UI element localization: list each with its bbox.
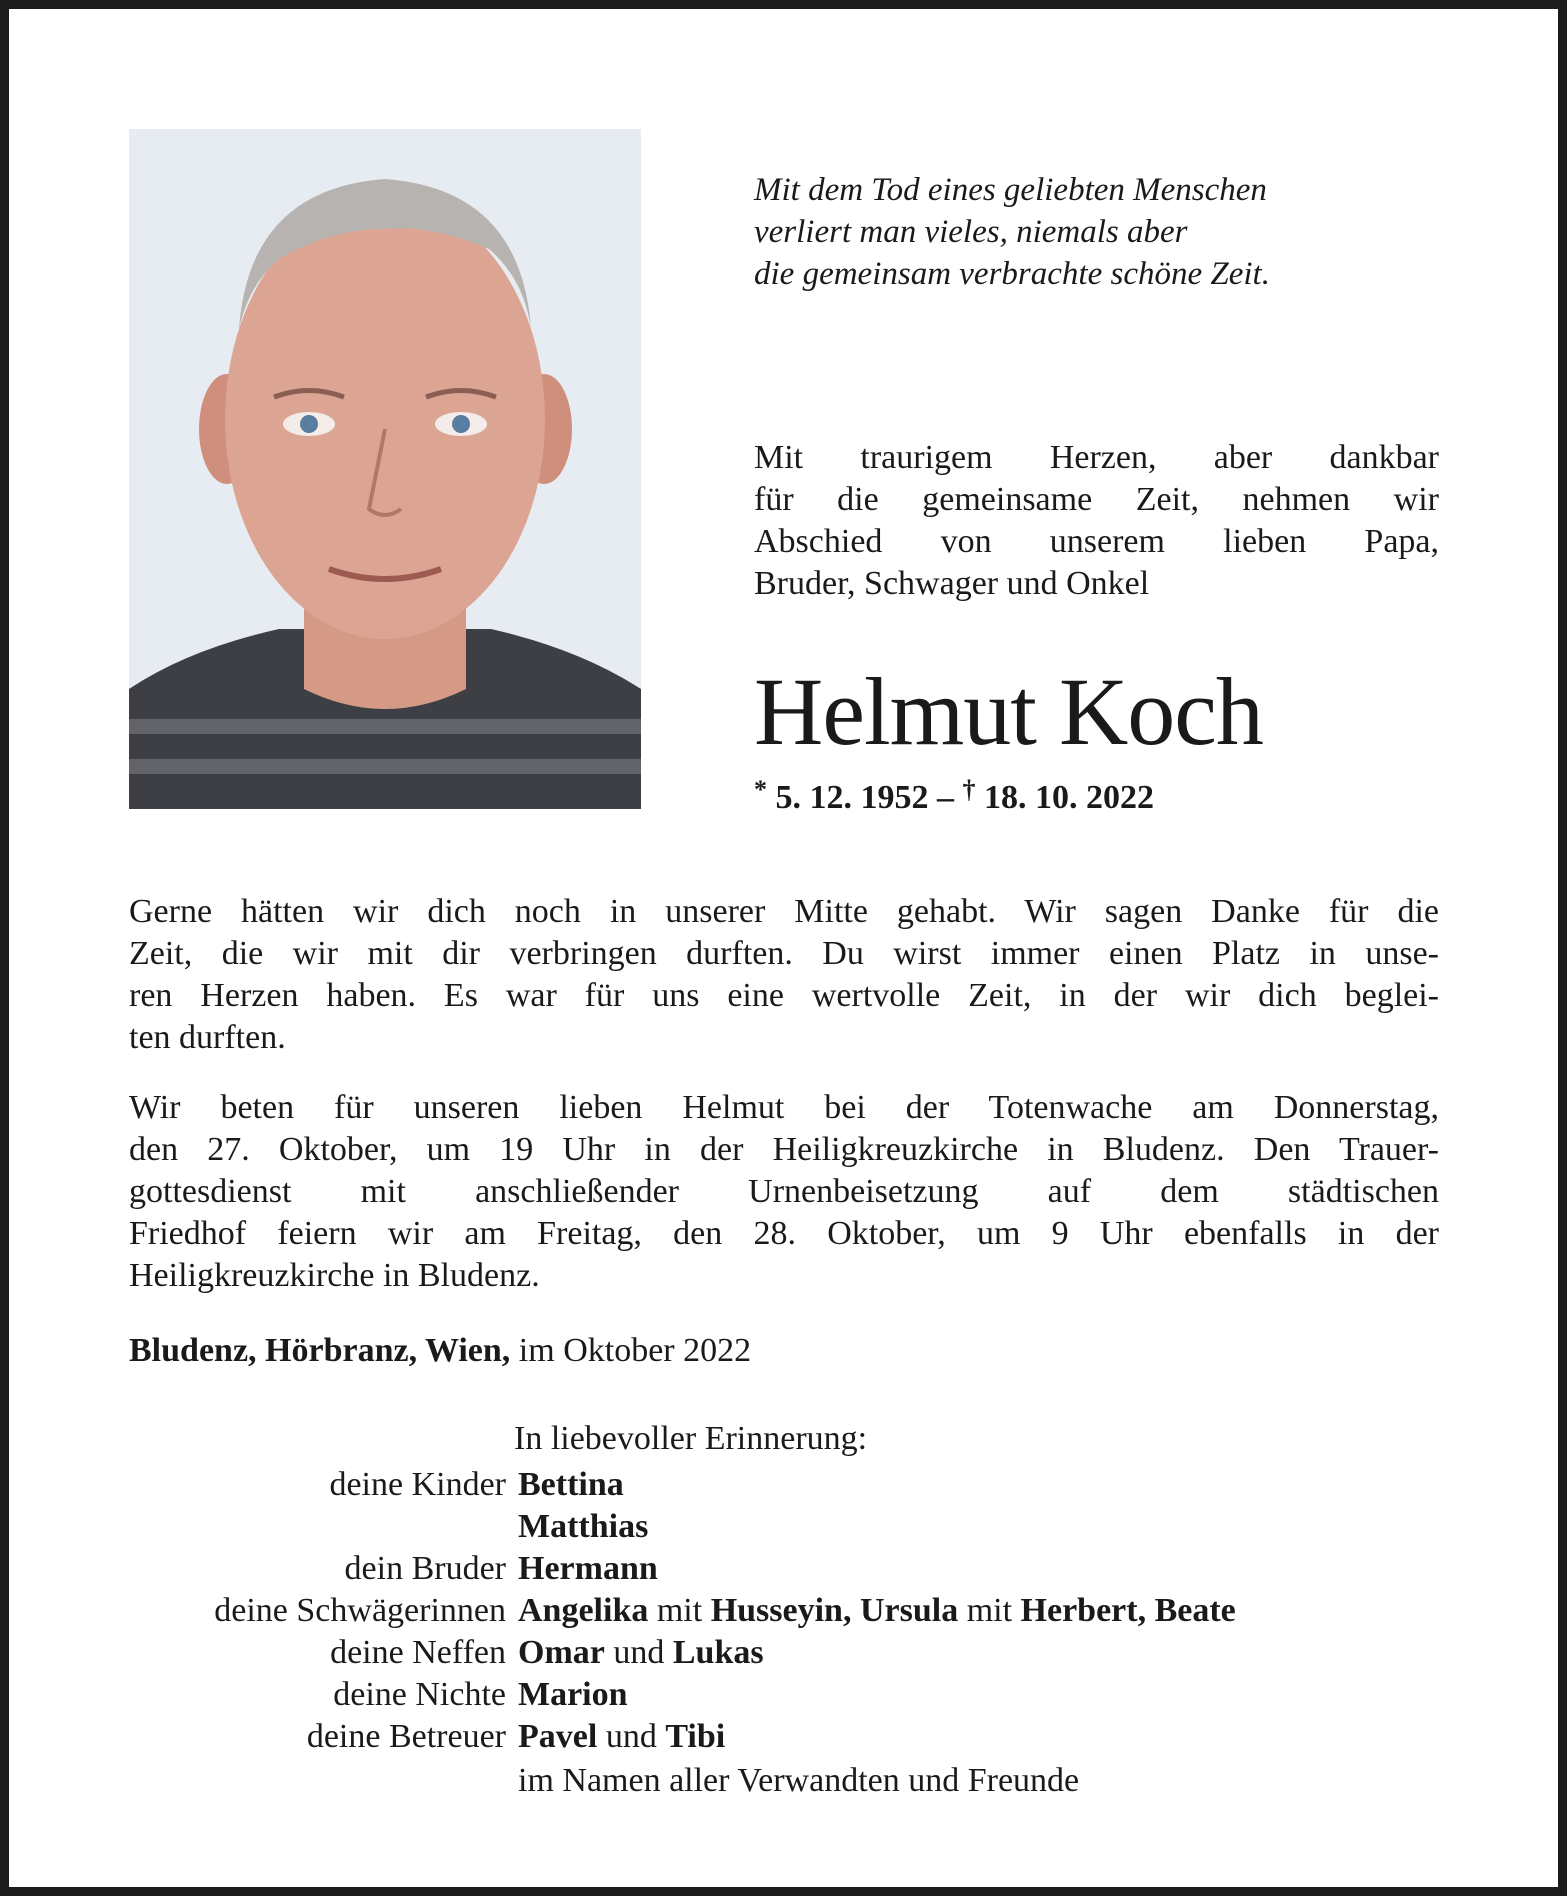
family-connector: mit — [648, 1592, 711, 1629]
family-row — [129, 1506, 1459, 1548]
family-member-name: Husseyin, Ursula — [710, 1592, 959, 1629]
remembrance-heading: In liebevoller Erinnerung: — [514, 1420, 868, 1457]
family-relation: deine Nichte — [333, 1676, 506, 1713]
death-date: 18. 10. 2022 — [984, 779, 1154, 816]
family-relation: deine Betreuer — [306, 1718, 506, 1755]
family-connector: und — [597, 1718, 666, 1755]
family-relation: dein Bruder — [344, 1550, 506, 1587]
paragraph-line: ren Herzen haben. Es war für uns eine wertvolle Zeit, in der wir dich beglei- — [129, 977, 1439, 1014]
family-member-name: Angelika — [518, 1592, 649, 1629]
family-connector: mit — [958, 1592, 1021, 1629]
intro-line: Mit traurigem Herzen, aber dankbar — [754, 439, 1439, 476]
quote-line: verliert man vieles, niemals aber — [754, 214, 1188, 250]
death-symbol: † — [962, 775, 976, 804]
family-names — [518, 1590, 1236, 1632]
birth-symbol: * — [754, 775, 767, 804]
family-member-name: Tibi — [665, 1718, 726, 1755]
family-relation: deine Kinder — [329, 1466, 506, 1503]
paragraph-line: Gerne hätten wir dich noch in unserer Mitte gehabt. Wir sagen Danke für die — [129, 893, 1439, 930]
quote-line: die gemeinsam verbrachte schöne Zeit. — [754, 256, 1270, 292]
paragraph-line: gottesdienst mit anschließender Urnenbeisetzung auf dem städtischen — [129, 1173, 1439, 1210]
family-list — [129, 1464, 1459, 1758]
places: Bludenz, Hörbranz, Wien, — [129, 1332, 511, 1369]
deceased-name: Helmut Koch — [754, 658, 1263, 765]
date-dash: – — [937, 779, 954, 816]
family-member-name: Matthias — [518, 1508, 649, 1545]
family-row — [129, 1632, 1459, 1674]
family-connector: und — [604, 1634, 673, 1671]
family-row — [129, 1590, 1459, 1632]
family-names — [518, 1632, 764, 1674]
paragraph-line: Friedhof feiern wir am Freitag, den 28. Oktober, um 9 Uhr ebenfalls in der — [129, 1215, 1439, 1252]
paragraph-line: ten durften. — [129, 1019, 286, 1056]
paragraph-service-details — [129, 1087, 1439, 1297]
paragraph-line: Heiligkreuzkirche in Bludenz. — [129, 1257, 540, 1294]
paragraph-memorial — [129, 891, 1439, 1059]
quote — [754, 169, 1454, 295]
life-dates — [754, 775, 1154, 817]
family-member-name: Bettina — [518, 1466, 624, 1503]
family-row — [129, 1716, 1459, 1758]
intro-text — [754, 437, 1439, 605]
birth-date: 5. 12. 1952 — [775, 779, 929, 816]
intro-line: für die gemeinsame Zeit, nehmen wir — [754, 481, 1439, 518]
family-names — [518, 1548, 658, 1590]
family-row — [129, 1464, 1459, 1506]
family-member-name: Herbert, Beate — [1020, 1592, 1236, 1629]
family-member-name: Marion — [518, 1676, 628, 1713]
family-names — [518, 1716, 725, 1758]
closing-line: im Namen aller Verwandten und Freunde — [518, 1762, 1080, 1799]
family-row — [129, 1674, 1459, 1716]
family-member-name: Omar — [518, 1634, 605, 1671]
family-member-name: Pavel — [518, 1718, 598, 1755]
date: im Oktober 2022 — [510, 1332, 752, 1369]
paragraph-line: den 27. Oktober, um 19 Uhr in der Heiligkreuzkirche in Bludenz. Den Trauer- — [129, 1131, 1439, 1168]
family-relation — [129, 1506, 518, 1548]
family-names — [518, 1464, 624, 1506]
intro-line: Bruder, Schwager und Onkel — [754, 565, 1150, 602]
intro-line: Abschied von unserem lieben Papa, — [754, 523, 1439, 560]
place-and-date — [129, 1332, 751, 1370]
family-relation: deine Neffen — [330, 1634, 506, 1671]
family-relation: deine Schwägerinnen — [214, 1592, 506, 1629]
portrait-illustration — [129, 129, 641, 809]
family-names — [518, 1506, 648, 1548]
family-row — [129, 1548, 1459, 1590]
quote-line: Mit dem Tod eines geliebten Menschen — [754, 172, 1267, 208]
obituary-card — [9, 9, 1558, 1887]
family-member-name: Hermann — [518, 1550, 658, 1587]
family-member-name: Lukas — [672, 1634, 764, 1671]
family-names — [518, 1674, 628, 1716]
paragraph-line: Wir beten für unseren lieben Helmut bei der Totenwache am Donnerstag, — [129, 1089, 1439, 1126]
portrait-photo — [129, 129, 641, 809]
paragraph-line: Zeit, die wir mit dir verbringen durften. Du wirst immer einen Platz in unse- — [129, 935, 1439, 972]
